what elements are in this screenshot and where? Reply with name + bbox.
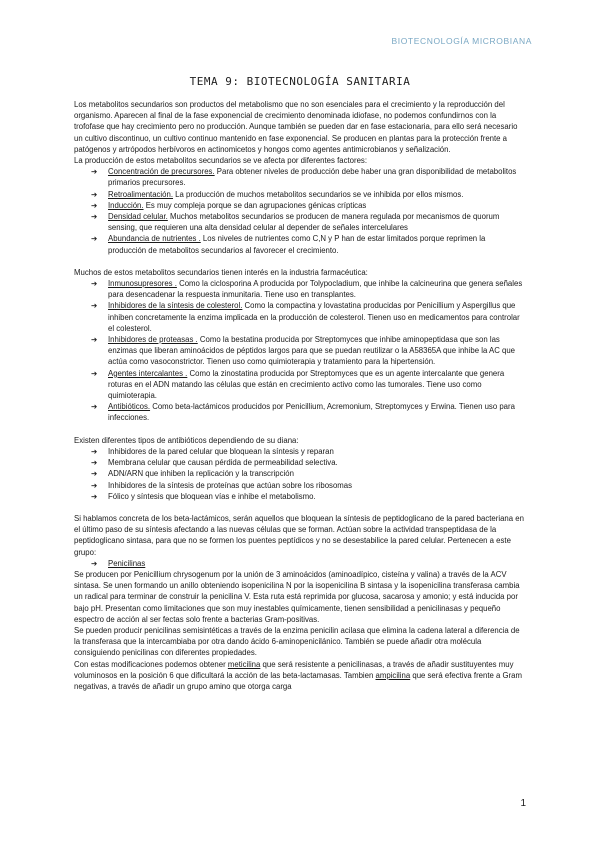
list-item xyxy=(91,278,524,300)
factors-intro: La producción de estos metabolitos secundarios se ve afecta por diferentes factores: xyxy=(74,156,367,166)
list-item: ➔ Membrana celular que causan pérdida de permeabilidad selectiva. xyxy=(91,457,524,468)
list-item xyxy=(91,401,524,423)
list-item: ➔ Inhibidores de la síntesis de proteínas que actúan sobre los ribosomas xyxy=(91,480,524,491)
list-item xyxy=(91,200,524,211)
penicillin-paragraph-2: Se pueden producir penicilinas semisintéticas a través de la enzima penicilin acilasa que elimina la cadena lateral a diferencia de la transferasa que la intercambiaba por otra dando ácido 6-aminopenicilánico. También se puede añadir otra molécula consiguiendo penicilinas con diferentes propiedades. xyxy=(74,625,520,658)
antibiotic-intro: Existen diferentes tipos de antibióticos dependiendo de su diana: xyxy=(74,435,299,445)
term-ampicilina: ampicilina xyxy=(375,670,411,680)
document-header: BIOTECNOLOGÍA MICROBIANA xyxy=(391,36,532,46)
list-item-term: Densidad celular. xyxy=(108,212,168,222)
pharma-intro: Muchos de estos metabolitos secundarios tienen interés en la industria farmacéutica: xyxy=(74,267,368,277)
factors-list xyxy=(74,166,524,256)
term-meticilina: meticilina xyxy=(227,659,261,669)
pharma-list xyxy=(74,278,524,424)
list-item-term: Retroalimentación. xyxy=(108,189,174,199)
penicillin-paragraph-3: Con estas modificaciones podemos obtener meticilina que será resistente a penicilinasas, a través de añadir sustituyentes muy voluminosos en la posición 6 que dificultará la acción de las beta-lactamasas. Tambien ampicilina que será efectiva frente a Gram negativas, a través de añadir un grupo amino que otorga carga xyxy=(74,659,522,691)
betalactam-paragraph: Si hablamos concreta de los beta-lactámicos, serán aquellos que bloquean la síntesis de peptidoglicano de la pared bacteriana en el último paso de su síntesis afectando a las nuevas células que se forman. Actúan sobre la actividad transpeptidasa de la peptidoglicano sintasa, para que no se formen los puentes peptídicos y no se desestabilice la pared celular. Pertenecen a este grupo: xyxy=(74,513,524,557)
list-item xyxy=(91,211,524,233)
list-item xyxy=(91,368,524,402)
list-item: ➔ ADN/ARN que inhiben la replicación y la transcripción xyxy=(91,468,524,479)
list-item-term: Inducción. xyxy=(108,200,144,210)
subsection-heading: Penicilinas xyxy=(108,558,146,568)
list-item-text: Es muy compleja porque se dan agrupaciones génicas crípticas xyxy=(143,200,367,210)
antibiotic-types-list xyxy=(74,446,524,502)
list-item xyxy=(91,300,524,334)
betalactam-subsection-list xyxy=(74,558,524,569)
intro-paragraph: Los metabolitos secundarios son productos del metabolismo que no son esenciales para el crecimiento y la reproducción del organismo. Aparecen al final de la fase exponencial de crecimiento denominada idiofase, no podemos confundirnos con la trofofase que hay crecimiento pero no producción. Aunque también se pueden dar en fase estacionaria, para ello será necesario un cultivo discontinuo, un cultivo continuo mantenido en fase exponencial. Se producen en plantas para la protección frente a patógenos y artrópodos herbívoros en actinomicetos y hongos como agentes antimicrobianos y señalización. xyxy=(74,100,518,154)
list-item-term: Inhibidores de la síntesis de colesterol. xyxy=(108,301,243,311)
list-item-text: Los niveles de nutrientes como C,N y P han de estar limitados porque reprimen la producción de metabolitos secundarios al favorecer el crecimiento. xyxy=(108,234,486,255)
list-item-text: La producción de muchos metabolitos secundarios se ve inhibida por ellos mismos. xyxy=(173,189,464,199)
list-item xyxy=(91,189,524,200)
list-item-term: Abundancia de nutrientes . xyxy=(108,234,201,244)
page-title: TEMA 9: BIOTECNOLOGÍA SANITARIA xyxy=(189,75,411,88)
list-item-text: Para obtener niveles de producción debe haber una gran disponibilidad de metabolitos primarios precursores. xyxy=(108,167,517,188)
list-item-text: Como la compactina y lovastatina producidas por Penicillium y Aspergillus que inhiben concretamente la enzima implicada en la producción de colesterol. Tienen uso en medicamentos para controlar el colesterol. xyxy=(108,301,520,333)
document-body xyxy=(74,99,524,692)
list-item-text: Como la bestatina producida por Streptomyces que inhibe aminopeptidasa que son las enzimas que liberan aminoácidos de péptidos largos para que se puedan reutilizar o la A58365A que inhibe la AC que actúa como vasoconstrictor. Tienen uso como quimioterapia y tratamiento para la hipertensión. xyxy=(108,335,516,367)
list-item xyxy=(91,558,524,569)
page-number: 1 xyxy=(520,798,526,809)
list-item-term: Inmunosupresores . xyxy=(108,279,177,289)
list-item: ➔ Fólico y síntesis que bloquean vías e inhibe el metabolismo. xyxy=(91,491,524,502)
list-item-term: Concentración de precursores. xyxy=(108,167,215,177)
list-item-term: Antibióticos. xyxy=(108,402,151,412)
list-item-term: Inhibidores de proteasas . xyxy=(108,335,198,345)
list-item xyxy=(91,233,524,255)
list-item-text: Como la zinostatina producida por Streptomyces que es un agente intercalante que genera roturas en el ADN matando las células que están en crecimiento activo como las tumorales. Tiene uso como quimioterapia. xyxy=(108,368,505,401)
list-item: ➔ Inhibidores de la pared celular que bloquean la síntesis y reparan xyxy=(91,446,524,457)
list-item-text: Como beta-lactámicos producidos por Penicillium, Acremonium, Streptomyces y Erwina. Tienen uso para infecciones. xyxy=(108,402,515,423)
list-item-text: Muchos metabolitos secundarios se producen de manera regulada por mecanismos de quorum sensing, que requieren una alta densidad celular al depender de señales intercelulares xyxy=(108,212,500,233)
list-item-term: Agentes intercalantes . xyxy=(108,368,188,378)
penicillin-paragraph-1: Se producen por Penicillium chrysogenum por la unión de 3 aminoácidos (aminoadípico, cisteína y valina) a través de la ACV sintasa. Se unen formando un anillo obteniendo isopenicilina N por la isopenicilina B sintasa y la isopenicilina transferasa cambia un radical para terminar de construir la penicilina V. Esta ruta está reprimida por glucosa, sacarosa y amonio; y está inducida por bajo pH. Presentan como limitaciones que son muy inestables químicamente, tienen sensibilidad a penicilinasas y pequeño espectro de acción al ser fectas solo frente a bacterias Gram-positivas. xyxy=(74,569,520,624)
list-item-text: Como la ciclosporina A producida por Tolypocladium, que inhibe la calcineurina que genera señales para desencadenar la respuesta inmunitaria. Tiene uso en transplantes. xyxy=(108,279,523,300)
list-item xyxy=(91,166,524,188)
list-item xyxy=(91,334,524,368)
